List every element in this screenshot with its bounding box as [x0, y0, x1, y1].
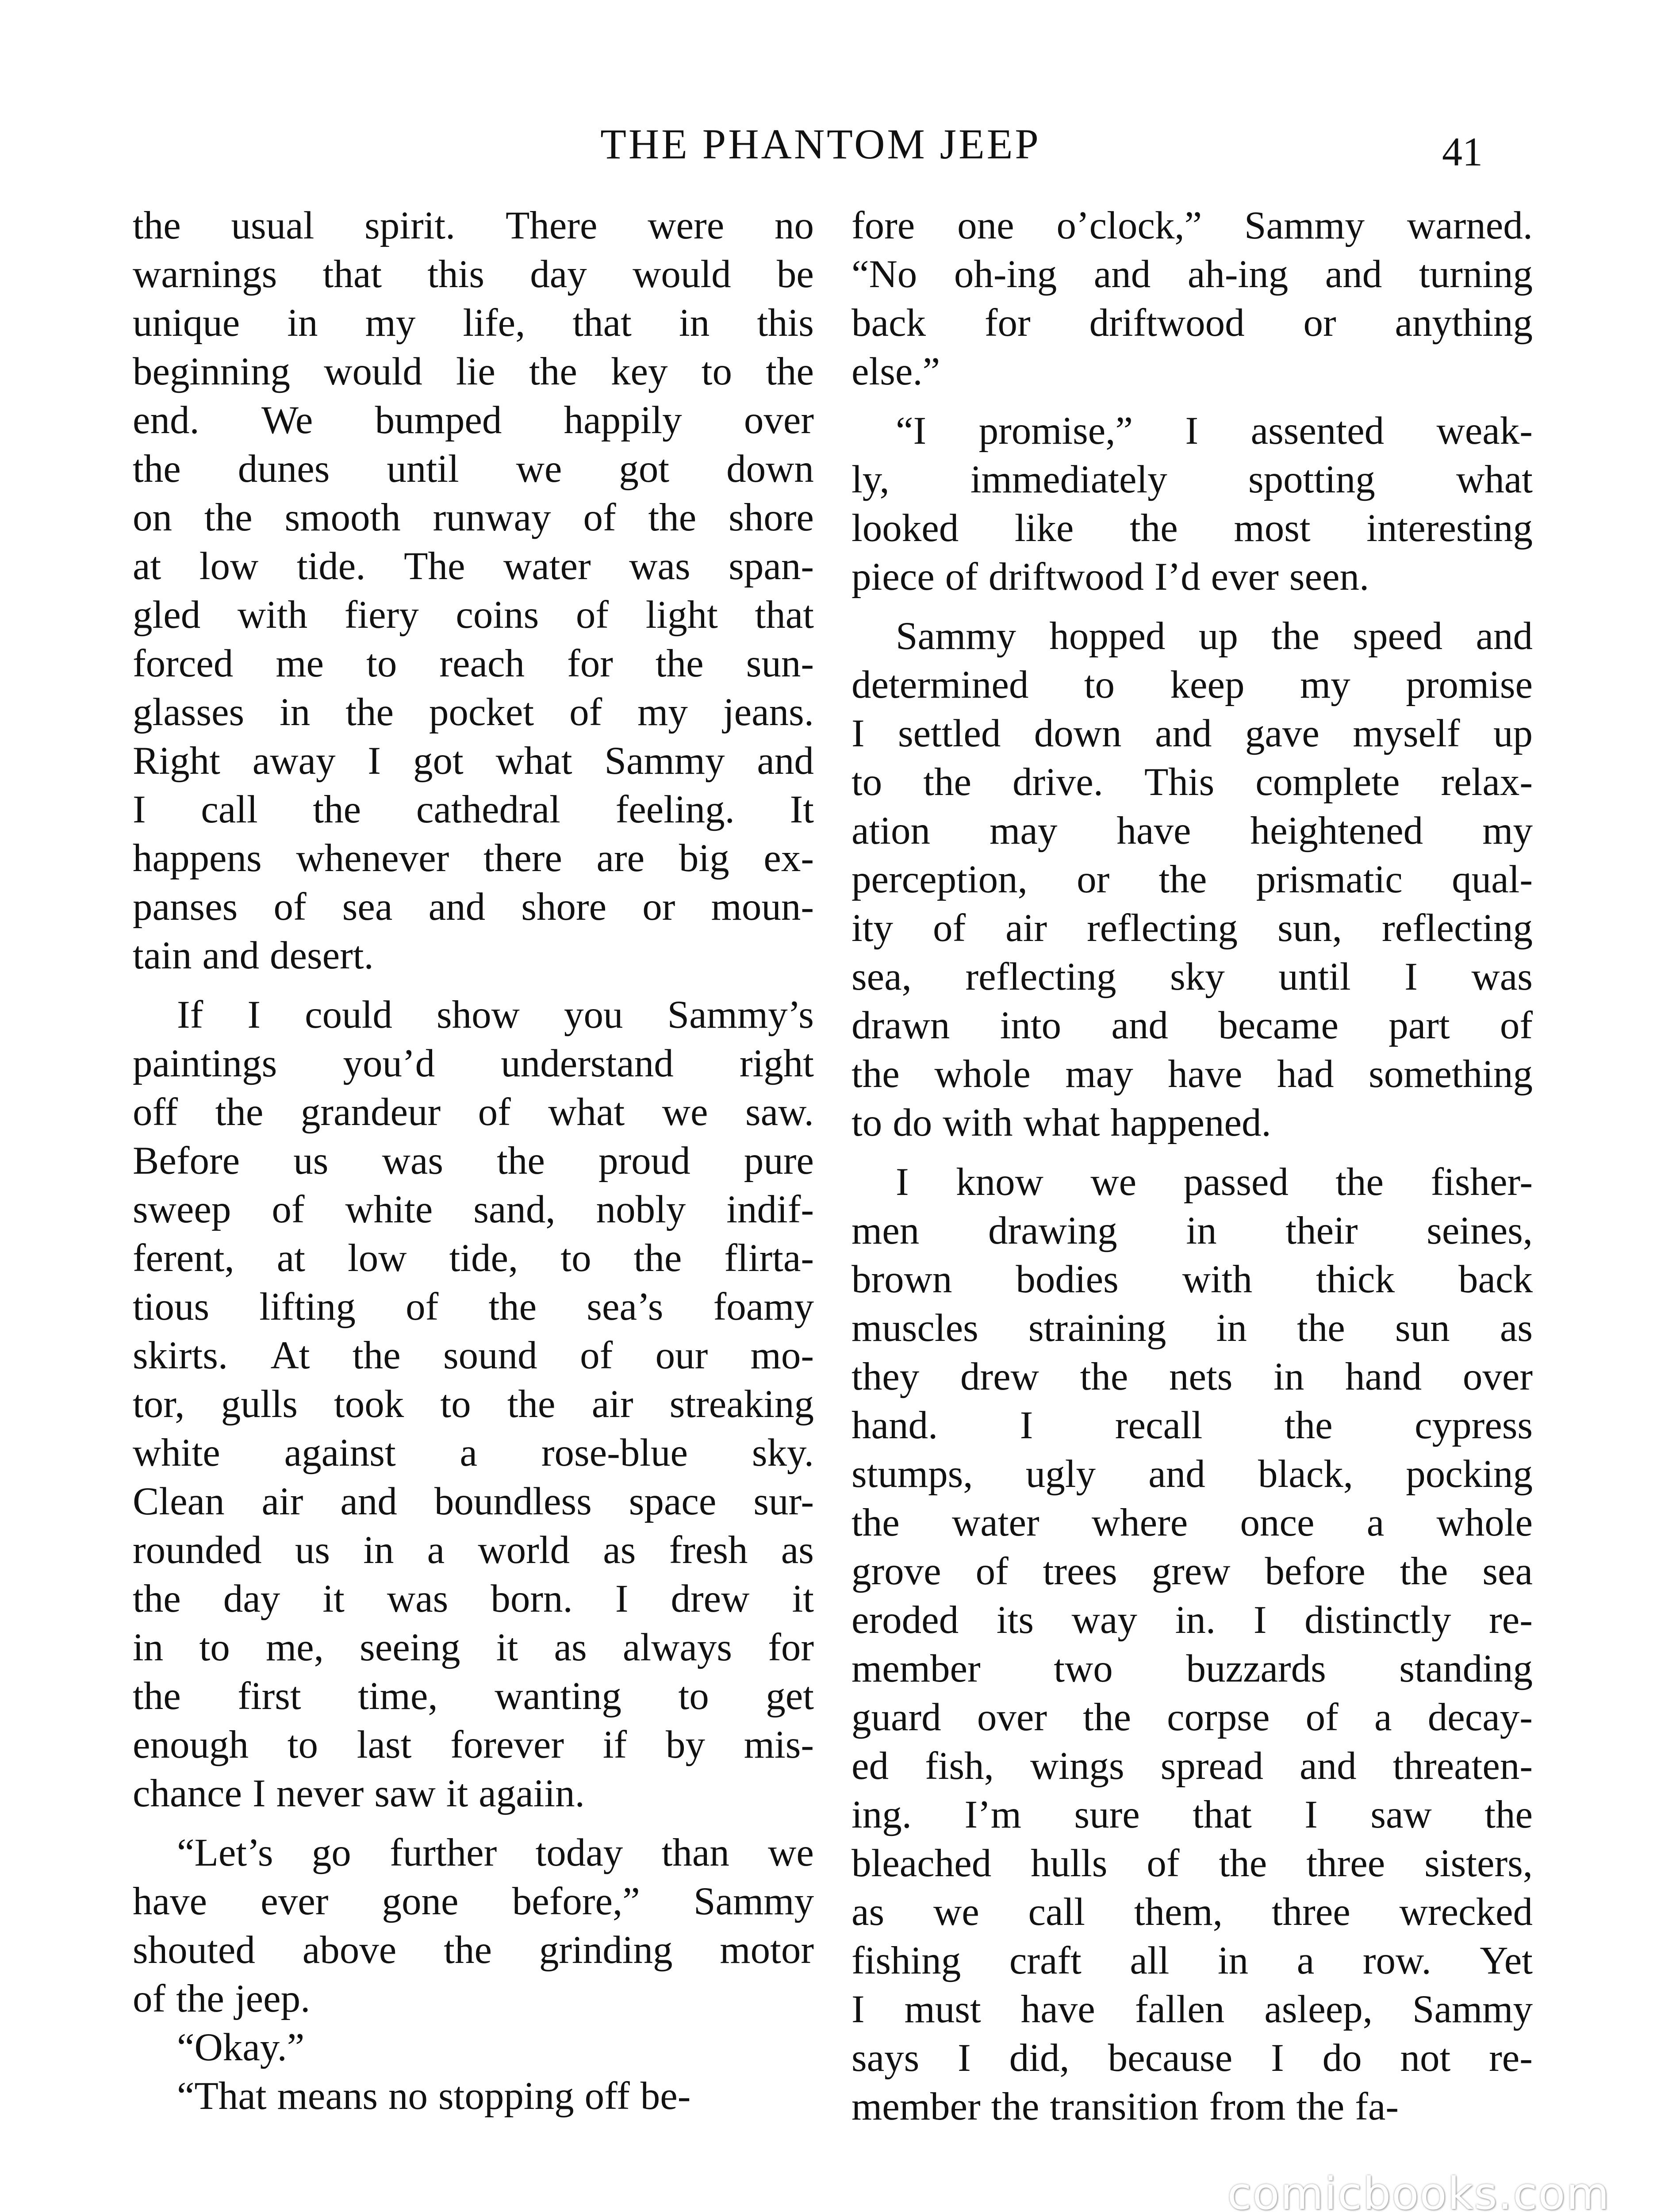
paragraph-gap	[133, 1818, 814, 1828]
text-line: chance I never saw it agaiin.	[133, 1772, 585, 1815]
text-line: the day it was born. I drew it	[133, 1577, 814, 1621]
text-line: glasses in the pocket of my jeans.	[133, 691, 814, 734]
text-line: tious lifting of the sea’s foamy	[133, 1285, 814, 1329]
text-line: paintings you’d understand right	[133, 1042, 814, 1085]
text-line: as we call them, three wrecked	[852, 1890, 1533, 1934]
text-line: the water where once a whole	[852, 1501, 1533, 1544]
text-line: of the jeep.	[133, 1977, 311, 2020]
text-line: drawn into and became part of	[852, 1004, 1533, 1047]
text-line: the whole may have had something	[852, 1052, 1533, 1096]
text-line: Right away I got what Sammy and	[133, 739, 814, 783]
paragraph	[852, 612, 1533, 1147]
paragraph	[133, 991, 814, 1818]
text-line: ly, immediately spotting what	[852, 458, 1533, 501]
text-line: at low tide. The water was span-	[133, 545, 814, 588]
text-line: the usual spirit. There were no	[133, 204, 814, 247]
text-line: ation may have heightened my	[852, 809, 1533, 853]
text-line: eroded its way in. I distinctly re-	[852, 1598, 1533, 1642]
text-line: ity of air reflecting sun, reflecting	[852, 906, 1533, 950]
text-line: bleached hulls of the three sisters,	[852, 1842, 1533, 1885]
text-line: I call the cathedral feeling. It	[133, 788, 814, 831]
text-line: “Let’s go further today than we	[177, 1831, 814, 1874]
text-line: enough to last forever if by mis-	[133, 1723, 814, 1767]
paragraph	[133, 2023, 814, 2072]
text-line: rounded us in a world as fresh as	[133, 1528, 814, 1572]
text-line: ed fish, wings spread and threaten-	[852, 1744, 1533, 1788]
text-line: determined to keep my promise	[852, 663, 1533, 707]
text-line: I know we passed the fisher-	[896, 1160, 1533, 1204]
text-line: “That means no stopping off be-	[177, 2074, 691, 2118]
text-line: white against a rose-blue sky.	[133, 1431, 814, 1475]
paragraph	[133, 2072, 814, 2120]
watermark-text: comicbooks.com	[1227, 2168, 1610, 2212]
text-line: to the drive. This complete relax-	[852, 760, 1533, 804]
text-line: have ever gone before,” Sammy	[133, 1880, 814, 1923]
text-line: member the transition from the fa-	[852, 2085, 1399, 2128]
text-line: looked like the most interesting	[852, 507, 1533, 550]
paragraph	[852, 1158, 1533, 2131]
text-line: off the grandeur of what we saw.	[133, 1091, 814, 1134]
text-line: they drew the nets in hand over	[852, 1355, 1533, 1398]
paragraph	[133, 201, 814, 980]
paragraph	[133, 1828, 814, 2023]
text-line: guard over the corpse of a decay-	[852, 1696, 1533, 1739]
text-line: “Okay.”	[177, 2026, 305, 2069]
text-line: says I did, because I do not re-	[852, 2036, 1533, 2080]
text-line: Before us was the proud pure	[133, 1139, 814, 1183]
text-line: ing. I’m sure that I saw the	[852, 1793, 1533, 1836]
text-line: men drawing in their seines,	[852, 1209, 1533, 1252]
text-line: brown bodies with thick back	[852, 1258, 1533, 1301]
paragraph	[852, 201, 1533, 396]
text-line: shouted above the grinding motor	[133, 1928, 814, 1972]
text-line: fore one o’clock,” Sammy warned.	[852, 204, 1533, 247]
text-line: in to me, seeing it as always for	[133, 1626, 814, 1669]
text-line: hand. I recall the cypress	[852, 1404, 1533, 1447]
text-line: piece of driftwood I’d ever seen.	[852, 555, 1369, 599]
paragraph-gap	[852, 601, 1533, 612]
text-line: “I promise,” I assented weak-	[896, 409, 1533, 453]
text-line: to do with what happened.	[852, 1101, 1271, 1144]
text-line: muscles straining in the sun as	[852, 1306, 1533, 1350]
text-line: skirts. At the sound of our mo-	[133, 1334, 814, 1377]
text-line: forced me to reach for the sun-	[133, 642, 814, 685]
text-line: If I could show you Sammy’s	[177, 993, 814, 1037]
text-line: I must have fallen asleep, Sammy	[852, 1988, 1533, 2031]
text-line: ferent, at low tide, to the flirta-	[133, 1237, 814, 1280]
running-title: THE PHANTOM JEEP	[600, 120, 1041, 168]
paragraph-gap	[852, 1147, 1533, 1158]
text-line: unique in my life, that in this	[133, 301, 814, 345]
text-line: warnings that this day would be	[133, 253, 814, 296]
text-line: perception, or the prismatic qual-	[852, 858, 1533, 901]
left-column	[133, 201, 814, 2120]
text-line: happens whenever there are big ex-	[133, 837, 814, 880]
page-number: 41	[1442, 129, 1483, 174]
paragraph-gap	[133, 980, 814, 991]
text-line: gled with fiery coins of light that	[133, 593, 814, 637]
text-line: the first time, wanting to get	[133, 1674, 814, 1718]
text-line: I settled down and gave myself up	[852, 712, 1533, 755]
text-line: tain and desert.	[133, 934, 374, 977]
text-line: beginning would lie the key to the	[133, 350, 814, 393]
paragraph	[852, 407, 1533, 601]
text-line: the dunes until we got down	[133, 447, 814, 491]
right-column	[852, 201, 1533, 2131]
text-line: grove of trees grew before the sea	[852, 1550, 1533, 1593]
text-line: end. We bumped happily over	[133, 399, 814, 442]
text-line: else.”	[852, 350, 940, 393]
text-line: sea, reflecting sky until I was	[852, 955, 1533, 998]
text-line: Clean air and boundless space sur-	[133, 1480, 814, 1523]
paragraph-gap	[852, 396, 1533, 407]
text-line: member two buzzards standing	[852, 1647, 1533, 1690]
text-line: fishing craft all in a row. Yet	[852, 1939, 1533, 1982]
text-line: sweep of white sand, nobly indif-	[133, 1188, 814, 1231]
text-line: “No oh-ing and ah-ing and turning	[852, 253, 1533, 296]
text-line: on the smooth runway of the shore	[133, 496, 814, 539]
text-line: panses of sea and shore or moun-	[133, 885, 814, 929]
text-line: stumps, ugly and black, pocking	[852, 1452, 1533, 1496]
text-line: back for driftwood or anything	[852, 301, 1533, 345]
text-line: tor, gulls took to the air streaking	[133, 1382, 814, 1426]
text-line: Sammy hopped up the speed and	[896, 614, 1533, 658]
